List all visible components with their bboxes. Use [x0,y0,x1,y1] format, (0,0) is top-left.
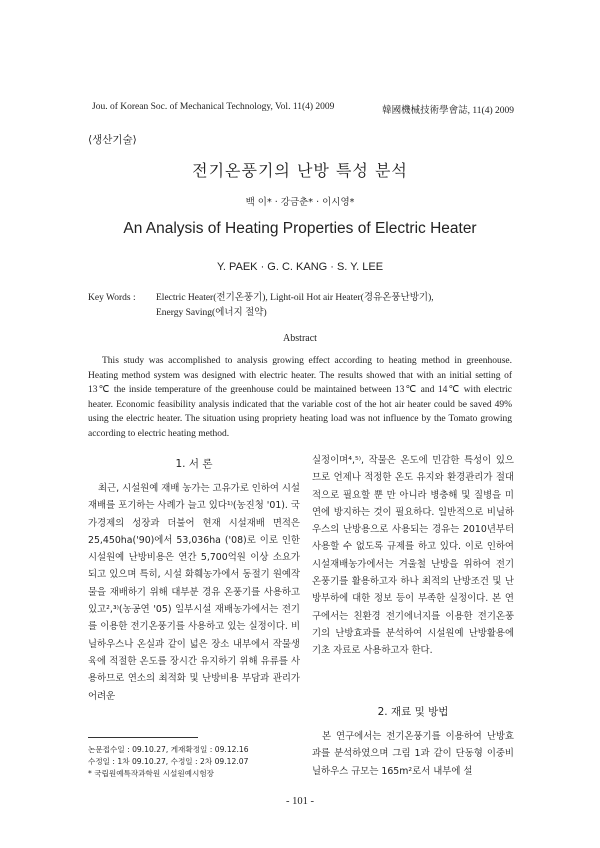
journal-header-ko: 韓國機械技術學會誌, 11(4) 2009 [382,106,514,116]
abstract-body: This study was accomplished to analysis growing effect according to heating method in greenhouse. Heating method system was designed with electric heater. The results showed that with an initial setting of 13℃ the inside temperature of the greenhouse could be maintained between 13℃ and 14℃ with electric heater. Economic feasibility analysis indicated that the variable cost of the hot air heater could be saved 49% using the electric heater. The situation using propriety heating load was not influence by the Tomato growing according to electric heating method. [88,356,512,439]
abstract-text [88,354,512,441]
section-1-right-column [312,452,514,660]
section-2-text: 본 연구에서는 전기온풍기를 이용하여 난방효과를 분석하였으며 그림 1과 같이 단동형 이중비닐하우스 규모는 165m²로서 내부에 설 [312,731,514,777]
footnote-affiliation: * 국립원예특작과학원 시설원예시험장 [88,769,214,778]
keywords-text-1: Electric Heater(전기온풍기), Light-oil Hot air Heater(경유온풍난방기), [156,293,434,303]
abstract-heading: Abstract [283,333,317,344]
footnote-revised: 수정일 : 1차 09.10.27, 수정일 : 2차 09.12.07 [88,757,249,766]
footnote-divider [88,737,198,738]
title-english: An Analysis of Heating Properties of Electric Heater [123,220,477,237]
title-korean: 전기온풍기의 난방 특성 분석 [192,161,408,180]
section-2-column [312,728,514,780]
keywords-block [88,291,528,321]
footnote-received: 논문접수일 : 09.10.27, 게재확정일 : 09.12.16 [88,745,249,754]
authors-english: Y. PAEK · G. C. KANG · S. Y. LEE [216,261,384,273]
section-1-left-column [88,480,300,705]
authors-korean: 백 이* · 강금춘* · 이시영* [245,197,355,208]
keywords-text-2: Energy Saving(에너지 절약) [156,308,267,318]
category-label: ⟨생산기술⟩ [88,134,137,146]
section-2-heading: 2. 재료 및 방법 [377,706,449,718]
journal-header-en: Jou. of Korean Soc. of Mechanical Technology, Vol. 11(4) 2009 [92,102,335,112]
page-number: - 101 - [286,796,314,807]
footnotes-block [88,744,308,780]
section-1-right-text: 실정이며⁴,⁵⁾, 작물은 온도에 민감한 특성이 있으므로 언제나 적정한 온도 유지와 환경관리가 절대적으로 필요할 뿐 만 아니라 병충해 및 질병을 미연에 방지하는 것이 필요하다. 일반적으로 비닐하우스의 난방용으로 사용되는 경유는 2010년부터 사용할 수 없도록 규제를 하고 있다. 이로 인하여 시설재배농가에서는 겨울철 난방을 위하여 전기온풍기를 활용하고자 하나 최적의 난방조건 및 난방부하에 대한 정보 등이 부족한 실정이다. 본 연구에서는 친환경 전기에너지를 이용한 전기온풍기의 난방효과를 분석하여 시설원예 난방활용에 기초 자료로 사용하고자 한다. [312,455,514,657]
keywords-line-1 [88,291,528,306]
section-1-left-text: 최근, 시설원예 재배 농가는 고유가로 인하여 시설재배를 포기하는 사례가 늘고 있다¹⁾(농진청 '01). 국가경제의 성장과 더불어 현재 시설재배 면적은 25,450ha('90)에서 53,036ha ('08)로 이로 인한 시설원예 난방비용은 연간 5,700억원 이상 소요가 되고 있으며 특히, 시설 화훼농가에서 동절기 원예작물을 재배하기 위해 대부분 경유 온풍기를 사용하고 있고²,³⁾(농공연 '05) 일부시설 재배농가에서는 전기를 이용한 전기온풍기를 사용하고 있는 실정이다. 비닐하우스나 온실과 같이 넓은 장소 내부에서 작물생육에 적절한 온도를 장시간 유지하기 위해 유류를 사용하므로 연소의 최적화 및 난방비용 부담과 관리가 어려운 [88,483,300,702]
section-1-heading: 1. 서 론 [175,458,213,470]
keywords-label: Key Words : [88,293,136,303]
